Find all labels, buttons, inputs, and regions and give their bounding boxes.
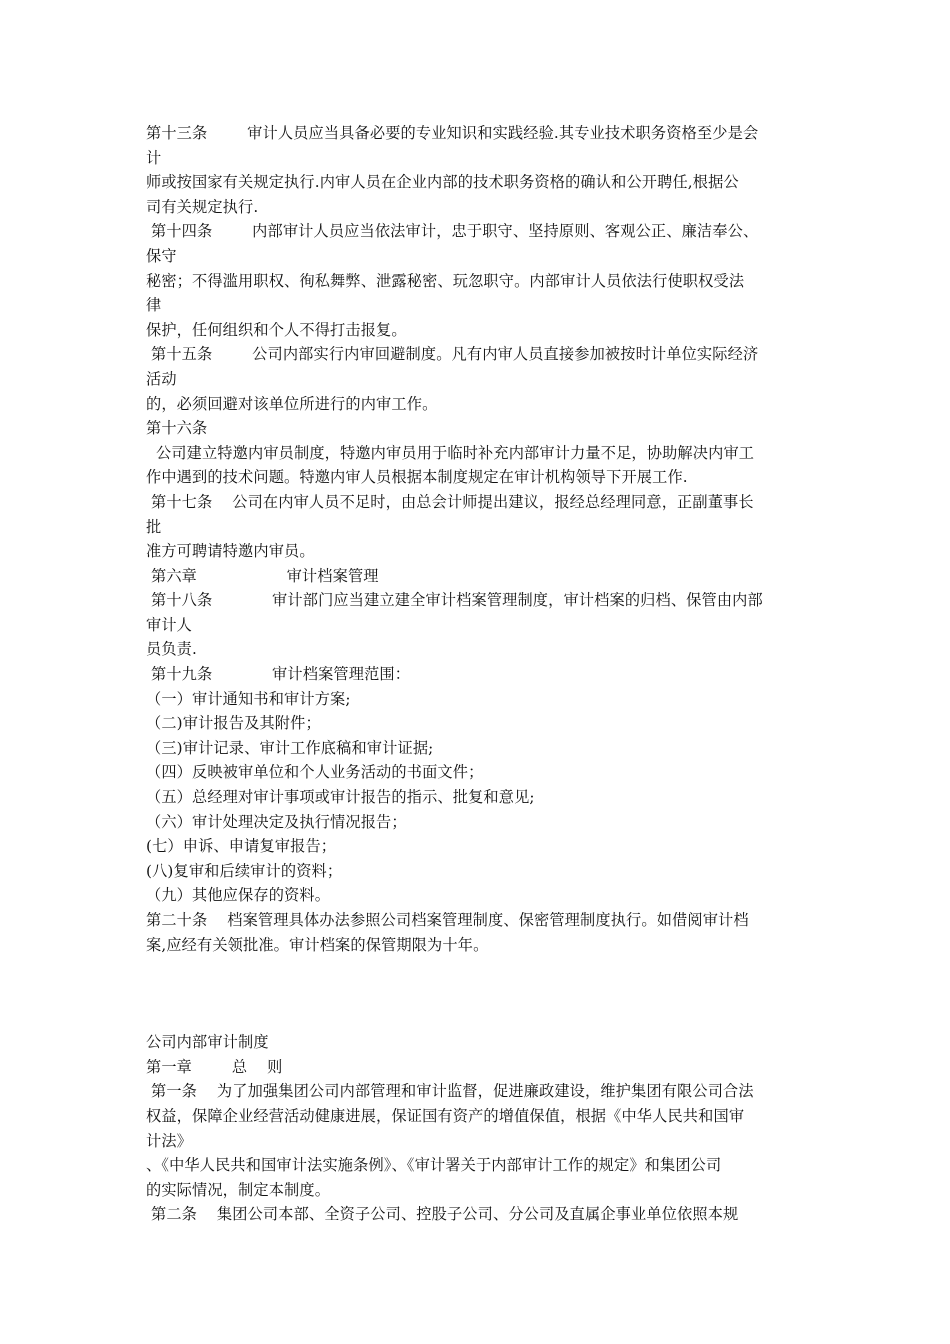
list-item: (八)复审和后续审计的资料； (146, 861, 343, 880)
text-line: 准方可聘请特邀内审员。 (146, 542, 315, 561)
text-line: 第十九条 审计档案管理范围： (146, 665, 411, 684)
list-item: (七）申诉、申请复审报告； (146, 837, 337, 856)
text-line: 第十七条 公司在内审人员不足时，由总会计师提出建议，报经总经理同意，正副董事长 (146, 492, 754, 511)
text-line: 、《中华人民共和国审计法实施条例》、《审计署关于内部审计工作的规定》和集团公司 (146, 1156, 722, 1175)
document-section-continued-rules (146, 121, 810, 957)
text-line: 的实际情况，制定本制度。 (146, 1180, 331, 1199)
section-spacer (146, 957, 810, 1030)
document-title: 公司内部审计制度 (146, 1033, 269, 1052)
text-line: 第二条 集团公司本部、全资子公司、控股子公司、分公司及直属企事业单位依照本规 (146, 1205, 739, 1224)
text-line: 第一条 为了加强集团公司内部管理和审计监督，促进廉政建设，维护集团有限公司合法 (146, 1082, 754, 1101)
text-line: 计法》 (146, 1131, 193, 1150)
list-item: （三)审计记录、审计工作底稿和审计证据; (146, 738, 434, 757)
chapter-heading: 第六章 审计档案管理 (146, 566, 379, 585)
text-line: 员负责. (146, 640, 197, 659)
list-item: （四）反映被审单位和个人业务活动的书面文件； (146, 763, 484, 782)
text-line: 秘密；不得滥用职权、徇私舞弊、泄露秘密、玩忽职守。内部审计人员依法行使职权受法 (146, 271, 745, 290)
list-item: （九）其他应保存的资料。 (146, 886, 331, 905)
text-line: 第十四条 内部审计人员应当依法审计，忠于职守、坚持原则、客观公正、廉洁奉公、 (146, 222, 759, 241)
text-line: 第十三条 审计人员应当具备必要的专业知识和实践经验.其专业技术职务资格至少是会 (146, 124, 759, 142)
text-line: 第十八条 审计部门应当建立建全审计档案管理制度，审计档案的归档、保管由内部 (146, 591, 763, 610)
text-line: 作中遇到的技术问题。特邀内审人员根据本制度规定在审计机构领导下开展工作. (146, 468, 688, 487)
text-line: 第十五条 公司内部实行内审回避制度。凡有内审人员直接参加被按时计单位实际经济 (146, 345, 759, 364)
text-line: 活动 (146, 369, 177, 388)
list-item: （六）审计处理决定及执行情况报告； (146, 812, 407, 831)
list-item: （五）总经理对审计事项或审计报告的指示、批复和意见; (146, 788, 535, 807)
document-section-audit-system (146, 1030, 810, 1227)
text-line: 第十六条 (146, 419, 208, 438)
chapter-heading: 第一章 总 则 (146, 1057, 283, 1076)
text-line: 公司建立特邀内审员制度，特邀内审员用于临时补充内部审计力量不足，协助解决内审工 (146, 443, 755, 462)
text-line: 师或按国家有关规定执行.内审人员在企业内部的技术职务资格的确认和公开聘任,根据公 (146, 173, 739, 192)
list-item: （一）审计通知书和审计方案; (146, 689, 351, 708)
text-line: 权益，保障企业经营活动健康进展，保证国有资产的增值保值，根据《中华人民共和国审 (146, 1106, 745, 1125)
text-line: 的，必须回避对该单位所进行的内审工作。 (146, 394, 438, 413)
text-line: 批 (146, 517, 162, 536)
text-line: 第二十条 档案管理具体办法参照公司档案管理制度、保密管理制度执行。如借阅审计档 (146, 911, 749, 929)
text-line: 审计人 (146, 615, 193, 634)
text-line: 案,应经有关领批准。审计档案的保管期限为十年。 (146, 935, 489, 954)
text-line: 计 (146, 148, 162, 167)
text-line: 司有关规定执行. (146, 197, 259, 216)
text-line: 律 (146, 296, 162, 315)
document-page (146, 121, 810, 1227)
list-item: （二)审计报告及其附件； (146, 714, 321, 733)
text-line: 保守 (146, 246, 177, 265)
text-line: 保护，任何组织和个人不得打击报复。 (146, 320, 407, 339)
